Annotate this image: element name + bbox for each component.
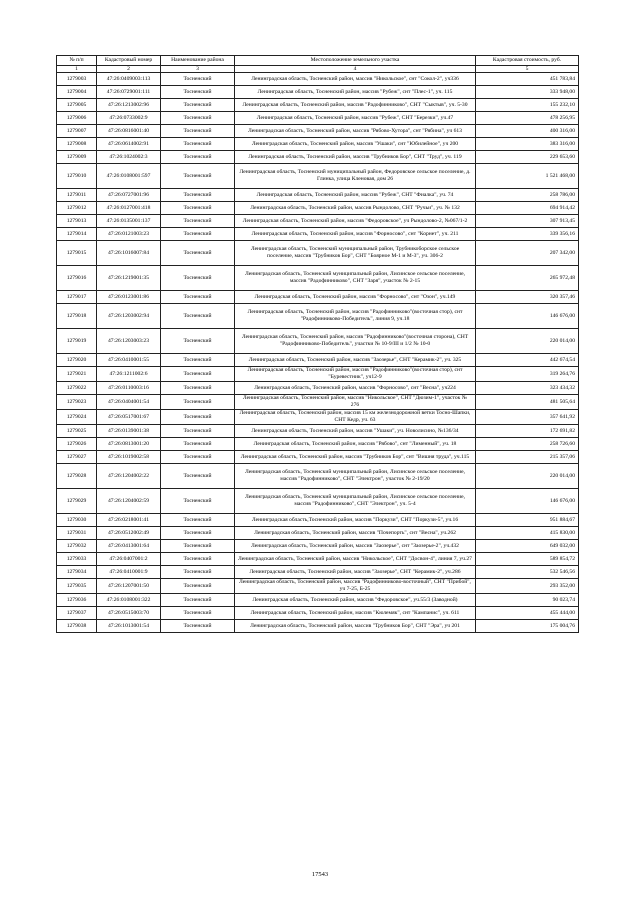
cadastral-cost-cell: 319 264,76 — [476, 367, 579, 382]
row-number-cell: 1279033 — [57, 553, 97, 566]
column-number: 1 — [57, 66, 97, 73]
table-row — [57, 228, 579, 241]
row-number-cell: 1279018 — [57, 304, 97, 329]
location-cell: Ленинградская область, Тосненский район, массив "Трубников Бор", СНТ "Труд", уч. 119 — [235, 151, 476, 164]
location-cell: Ленинградская область, Тосненский район, массив "Заозерье", СНТ "Керамик-2", уч.286 — [235, 566, 476, 579]
table-row — [57, 73, 579, 86]
table-row — [57, 86, 579, 99]
district-cell: Тосненский — [161, 527, 235, 540]
cadastral-cost-cell: 357 641,92 — [476, 410, 579, 425]
location-cell: Ленинградская область, Тосненский район, массив "Форносово", снт "Корнет", уч. 211 — [235, 228, 476, 241]
table-row — [57, 514, 579, 527]
cadastral-cost-cell: 229 653,60 — [476, 151, 579, 164]
district-cell: Тосненский — [161, 151, 235, 164]
cadastral-number-cell: 47:26:1013001:54 — [97, 620, 161, 633]
location-cell: Ленинградская область, Тосненский район, массив "Рубеж", СНТ "Березки", уч.47 — [235, 112, 476, 125]
row-number-cell: 1279024 — [57, 410, 97, 425]
cadastral-number-cell: 47:26:1211002:6 — [97, 367, 161, 382]
cadastral-cost-cell: 265 972,48 — [476, 266, 579, 291]
cadastral-number-cell: 47:26:0108001:597 — [97, 164, 161, 189]
table-row — [57, 540, 579, 553]
page-number: 17543 — [311, 871, 329, 878]
district-cell: Тосненский — [161, 228, 235, 241]
location-cell: Ленинградская область, Тосненский муниципальный район, Лисинское сельское поселение, массив "Радофинниково", СНТ "Заря", участок № 2-15 — [235, 266, 476, 291]
cadastral-number-cell: 47:26:1207001:50 — [97, 579, 161, 594]
row-number-cell: 1279010 — [57, 164, 97, 189]
cadastral-number-cell: 47:26:0413001:64 — [97, 540, 161, 553]
cadastral-number-cell: 47:26:0410001:9 — [97, 566, 161, 579]
location-cell: Ленинградская область, Тосненский район, массив Рындолово, СНТ "Ручьи", уч. № 132 — [235, 202, 476, 215]
cadastral-number-cell: 47:26:0410001:55 — [97, 354, 161, 367]
cadastral-number-cell: 47:26:0123001:86 — [97, 291, 161, 304]
cadastral-number-cell: 47:26:0139001:38 — [97, 425, 161, 438]
cadastral-number-cell: 47:26:0110003:16 — [97, 382, 161, 395]
district-cell: Тосненский — [161, 594, 235, 607]
table-row — [57, 354, 579, 367]
row-number-cell: 1279003 — [57, 73, 97, 86]
row-number-cell: 1279005 — [57, 99, 97, 112]
location-cell: Ленинградская область, Тосненский район, массив "Никольское", СНТ "Дюзим-1", участок № 276 — [235, 395, 476, 410]
column-number-row — [57, 66, 579, 73]
cadastral-number-cell: 47:26:0816001:40 — [97, 125, 161, 138]
location-cell: Ленинградская область, Тосненский муниципальный район, Трубникоборское сельское поселение, массив "Трубников Бор", СНТ "Боярное М-1 и М-3", уч. 306-2 — [235, 241, 476, 266]
cadastral-cost-cell: 451 783,84 — [476, 73, 579, 86]
cadastral-cost-cell: 589 854,72 — [476, 553, 579, 566]
district-cell: Тосненский — [161, 202, 235, 215]
row-number-cell: 1279031 — [57, 527, 97, 540]
cadastral-number-cell: 47:26:0407001:2 — [97, 553, 161, 566]
district-cell: Тосненский — [161, 553, 235, 566]
location-cell: Ленинградская область, Тосненский район, массив "Почепорть", снт "Весна", уч.262 — [235, 527, 476, 540]
table-row — [57, 566, 579, 579]
cadastral-cost-cell: 951 884,67 — [476, 514, 579, 527]
column-number: 5 — [476, 66, 579, 73]
table-row — [57, 202, 579, 215]
cadastral-cost-cell: 1 521 468,00 — [476, 164, 579, 189]
row-number-cell: 1279028 — [57, 464, 97, 489]
cadastral-cost-cell: 220 014,00 — [476, 464, 579, 489]
cadastral-cost-cell: 694 914,42 — [476, 202, 579, 215]
cadastral-cost-cell: 258 786,00 — [476, 189, 579, 202]
cadastral-number-cell: 47:26:1203003:23 — [97, 329, 161, 354]
district-cell: Тосненский — [161, 514, 235, 527]
district-cell: Тосненский — [161, 566, 235, 579]
cadastral-cost-cell: 258 726,60 — [476, 438, 579, 451]
cadastral-cost-cell: 442 674,54 — [476, 354, 579, 367]
location-cell: Ленинградская область, Тосненский район, массив "Трубников Бор", СНТ "Эра", уч 201 — [235, 620, 476, 633]
cadastral-number-cell: 47:26:0733002:9 — [97, 112, 161, 125]
district-cell: Тосненский — [161, 410, 235, 425]
cadastral-cost-cell: 155 232,10 — [476, 99, 579, 112]
cadastral-number-cell: 47:26:1204002:59 — [97, 489, 161, 514]
table-row — [57, 99, 579, 112]
cadastral-cost-cell: 172 691,82 — [476, 425, 579, 438]
row-number-cell: 1279017 — [57, 291, 97, 304]
row-number-cell: 1279023 — [57, 395, 97, 410]
row-number-cell: 1279025 — [57, 425, 97, 438]
location-cell: Ленинградская область, Тосненский район, массив "Рябово", снт "Лименный", уч. 18 — [235, 438, 476, 451]
table-header-row — [57, 56, 579, 66]
row-number-cell: 1279015 — [57, 241, 97, 266]
location-cell: Ленинградская область, Тосненский район, массив "Радофинниково-восточный", СНТ "Прибой", уч 7-25, Б-25 — [235, 579, 476, 594]
cadastral-cost-cell: 90 023,74 — [476, 594, 579, 607]
cadastral-number-cell: 47:26:1016007:84 — [97, 241, 161, 266]
district-cell: Тосненский — [161, 99, 235, 112]
row-number-cell: 1279013 — [57, 215, 97, 228]
cadastral-cost-cell: 207 342,00 — [476, 241, 579, 266]
document-page — [56, 55, 578, 633]
district-cell: Тосненский — [161, 112, 235, 125]
location-cell: Ленинградская область, Тосненский район, массив "Рубеж", СНТ "Фиалка", уч. 74 — [235, 189, 476, 202]
location-cell: Ленинградская область, Тосненский район, массив "Радофинниково"(восточная стор), снт "Радофинниково-Победитель", линия 9, уч.18 — [235, 304, 476, 329]
district-cell: Тосненский — [161, 464, 235, 489]
district-cell: Тосненский — [161, 164, 235, 189]
cadastral-cost-cell: 175 004,76 — [476, 620, 579, 633]
row-number-cell: 1279026 — [57, 438, 97, 451]
district-cell: Тосненский — [161, 73, 235, 86]
header-number: № п/п — [57, 56, 97, 66]
table-row — [57, 425, 579, 438]
location-cell: Ленинградская область, Тосненский район, массив "Ушаки", снт "Юбилейное", уч 200 — [235, 138, 476, 151]
row-number-cell: 1279029 — [57, 489, 97, 514]
location-cell: Ленинградская область, Тосненский район, массив "Форносово", снт "Озон", уч.149 — [235, 291, 476, 304]
column-number: 4 — [235, 66, 476, 73]
table-row — [57, 553, 579, 566]
district-cell: Тосненский — [161, 125, 235, 138]
table-row — [57, 266, 579, 291]
cadastral-cost-cell: 320 357,46 — [476, 291, 579, 304]
cadastral-number-cell: 47:26:1019002:58 — [97, 451, 161, 464]
cadastral-cost-cell: 649 032,00 — [476, 540, 579, 553]
table-row — [57, 151, 579, 164]
cadastral-cost-cell: 532 546,56 — [476, 566, 579, 579]
cadastral-value-table — [56, 55, 579, 633]
cadastral-cost-cell: 333 948,00 — [476, 86, 579, 99]
district-cell: Тосненский — [161, 367, 235, 382]
table-row — [57, 607, 579, 620]
table-row — [57, 112, 579, 125]
table-row — [57, 451, 579, 464]
cadastral-number-cell: 47:26:0729001:111 — [97, 86, 161, 99]
location-cell: Ленинградская область, Тосненский район, массив "Радофинниково", СНТ "Сыктыв", уч. 5-30 — [235, 99, 476, 112]
location-cell: Ленинградская область, Тосненский район, массив "Ушаки", уч. Новолисино, №136/34 — [235, 425, 476, 438]
row-number-cell: 1279021 — [57, 367, 97, 382]
location-cell: Ленинградская область, Тосненский муниципальный район, Лисинское сельское поселение, массив "Радофинниково", СНТ "Электрон", уч. 5-4 — [235, 489, 476, 514]
district-cell: Тосненский — [161, 241, 235, 266]
row-number-cell: 1279014 — [57, 228, 97, 241]
cadastral-number-cell: 47:26:1203002:94 — [97, 304, 161, 329]
row-number-cell: 1279007 — [57, 125, 97, 138]
location-cell: Ленинградская область, Тосненский район, массив "Федоровское", уч.55/3 (Заводной) — [235, 594, 476, 607]
cadastral-number-cell: 47:26:1213002:96 — [97, 99, 161, 112]
district-cell: Тосненский — [161, 425, 235, 438]
table-row — [57, 594, 579, 607]
row-number-cell: 1279038 — [57, 620, 97, 633]
district-cell: Тосненский — [161, 215, 235, 228]
location-cell: Ленинградская область, Тосненский район, массив "Кюлемяк", снт "Кампанис", уч. 611 — [235, 607, 476, 620]
district-cell: Тосненский — [161, 451, 235, 464]
row-number-cell: 1279011 — [57, 189, 97, 202]
location-cell: Ленинградская область, Тосненский район, массив 15 км железнодорожной ветки Тосно-Шапки, СНТ Кедр, уч. 63 — [235, 410, 476, 425]
table-row — [57, 138, 579, 151]
cadastral-number-cell: 47:26:0135001:137 — [97, 215, 161, 228]
cadastral-number-cell: 47:26:0515003:70 — [97, 607, 161, 620]
location-cell: Ленинградская область, Тосненский район, массив "Радофинниково"(восточная стор), снт "Буревестник", уч12-9 — [235, 367, 476, 382]
table-row — [57, 125, 579, 138]
cadastral-cost-cell: 339 356,16 — [476, 228, 579, 241]
cadastral-number-cell: 47:26:0108001:322 — [97, 594, 161, 607]
cadastral-cost-cell: 293 352,00 — [476, 579, 579, 594]
district-cell: Тосненский — [161, 189, 235, 202]
district-cell: Тосненский — [161, 266, 235, 291]
column-number: 3 — [161, 66, 235, 73]
location-cell: Ленинградская область, Тосненский район, массив "Никольское", СНТ "Досвон-4", линия 7, уч.27 — [235, 553, 476, 566]
table-row — [57, 489, 579, 514]
table-row — [57, 367, 579, 382]
location-cell: Ленинградская область, Тосненский район, массив "Никольское", снт "Сокол-2", уч336 — [235, 73, 476, 86]
row-number-cell: 1279035 — [57, 579, 97, 594]
cadastral-number-cell: 47:26:0121003:23 — [97, 228, 161, 241]
cadastral-cost-cell: 307 913,45 — [476, 215, 579, 228]
district-cell: Тосненский — [161, 138, 235, 151]
location-cell: Ленинградская область, Тосненский район, массив "Трубников Бор", снт "Вишня труда", уч.115 — [235, 451, 476, 464]
location-cell: Ленинградская область, Тосненский муниципальный район, Лисинское сельское поселение, массив "Радофинниково", СНТ "Электрон", участок № 2-19/20 — [235, 464, 476, 489]
cadastral-cost-cell: 383 316,00 — [476, 138, 579, 151]
district-cell: Тосненский — [161, 86, 235, 99]
district-cell: Тосненский — [161, 354, 235, 367]
district-cell: Тосненский — [161, 579, 235, 594]
header-location: Местоположение земельного участка — [235, 56, 476, 66]
table-row — [57, 410, 579, 425]
location-cell: Ленинградская область, Тосненский район, массив "Форносово", снт "Весна", уч224 — [235, 382, 476, 395]
cadastral-number-cell: 47:26:0409003:113 — [97, 73, 161, 86]
location-cell: Ленинградская область,Тосненский район, массив "Поркузи", СНТ "Поркузи-5", уч.16 — [235, 514, 476, 527]
row-number-cell: 1279019 — [57, 329, 97, 354]
cadastral-cost-cell: 455 444,00 — [476, 607, 579, 620]
row-number-cell: 1279037 — [57, 607, 97, 620]
location-cell: Ленинградская область, Тосненский район, массив "Радофинниково"(восточная сторона), СНТ "Радофинниково-Победитель", участки № 10-9/III и 1/2 № 10-0 — [235, 329, 476, 354]
cadastral-number-cell: 47:26:0218001:41 — [97, 514, 161, 527]
row-number-cell: 1279006 — [57, 112, 97, 125]
table-row — [57, 579, 579, 594]
location-cell: Ленинградская область, Тосненский район, массив "Рубеж", снт "Плес-1", уч. 115 — [235, 86, 476, 99]
district-cell: Тосненский — [161, 395, 235, 410]
table-row — [57, 620, 579, 633]
district-cell: Тосненский — [161, 438, 235, 451]
row-number-cell: 1279020 — [57, 354, 97, 367]
cadastral-number-cell: 47:26:1024002:3 — [97, 151, 161, 164]
table-body — [57, 73, 579, 633]
cadastral-cost-cell: 415 830,00 — [476, 527, 579, 540]
row-number-cell: 1279009 — [57, 151, 97, 164]
table-row — [57, 215, 579, 228]
district-cell: Тосненский — [161, 329, 235, 354]
cadastral-number-cell: 47:26:0727001:96 — [97, 189, 161, 202]
cadastral-cost-cell: 146 676,00 — [476, 304, 579, 329]
district-cell: Тосненский — [161, 489, 235, 514]
row-number-cell: 1279008 — [57, 138, 97, 151]
location-cell: Ленинградская область, Тосненский район, массив "Рябово-Хутора", снт "Рябина", уч 613 — [235, 125, 476, 138]
cadastral-cost-cell: 323 434,32 — [476, 382, 579, 395]
table-row — [57, 382, 579, 395]
cadastral-cost-cell: 478 256,95 — [476, 112, 579, 125]
district-cell: Тосненский — [161, 540, 235, 553]
header-cadastral-number: Кадастровый номер — [97, 56, 161, 66]
cadastral-cost-cell: 146 676,00 — [476, 489, 579, 514]
row-number-cell: 1279027 — [57, 451, 97, 464]
cadastral-number-cell: 47:26:0512002:49 — [97, 527, 161, 540]
cadastral-cost-cell: 400 316,00 — [476, 125, 579, 138]
cadastral-number-cell: 47:26:0127001:418 — [97, 202, 161, 215]
table-row — [57, 189, 579, 202]
row-number-cell: 1279004 — [57, 86, 97, 99]
cadastral-cost-cell: 220 014,00 — [476, 329, 579, 354]
table-row — [57, 438, 579, 451]
cadastral-cost-cell: 481 505,64 — [476, 395, 579, 410]
column-number: 2 — [97, 66, 161, 73]
cadastral-number-cell: 47:26:0614002:91 — [97, 138, 161, 151]
location-cell: Ленинградская область, Тосненский муниципальный район, Федоровское сельское поселение, д. Глинка, улица Кленовая, дом 26 — [235, 164, 476, 189]
table-row — [57, 527, 579, 540]
district-cell: Тосненский — [161, 291, 235, 304]
row-number-cell: 1279016 — [57, 266, 97, 291]
cadastral-number-cell: 47:26:0404001:54 — [97, 395, 161, 410]
row-number-cell: 1279030 — [57, 514, 97, 527]
header-district: Наименование района — [161, 56, 235, 66]
cadastral-cost-cell: 215 357,06 — [476, 451, 579, 464]
district-cell: Тосненский — [161, 620, 235, 633]
location-cell: Ленинградская область, Тосненский район, массив "Заозерье", снт "Заозерье-2", уч.432 — [235, 540, 476, 553]
table-row — [57, 291, 579, 304]
row-number-cell: 1279032 — [57, 540, 97, 553]
district-cell: Тосненский — [161, 304, 235, 329]
row-number-cell: 1279012 — [57, 202, 97, 215]
location-cell: Ленинградская область, Тосненский район, массив "Заозерье", СНТ "Керамик-2", уч. 325 — [235, 354, 476, 367]
row-number-cell: 1279022 — [57, 382, 97, 395]
table-row — [57, 464, 579, 489]
header-cadastral-cost: Кадастровая стоимость, руб. — [476, 56, 579, 66]
cadastral-number-cell: 47:26:1204002:22 — [97, 464, 161, 489]
table-row — [57, 164, 579, 189]
table-row — [57, 329, 579, 354]
table-row — [57, 304, 579, 329]
cadastral-number-cell: 47:26:0813001:20 — [97, 438, 161, 451]
cadastral-number-cell: 47:26:0517001:67 — [97, 410, 161, 425]
table-row — [57, 241, 579, 266]
row-number-cell: 1279036 — [57, 594, 97, 607]
table-row — [57, 395, 579, 410]
cadastral-number-cell: 47:26:1219001:35 — [97, 266, 161, 291]
row-number-cell: 1279034 — [57, 566, 97, 579]
district-cell: Тосненский — [161, 382, 235, 395]
district-cell: Тосненский — [161, 607, 235, 620]
location-cell: Ленинградская область, Тосненский район, массив "Федоровское", уч Рындолово-2, №067/1-2 — [235, 215, 476, 228]
